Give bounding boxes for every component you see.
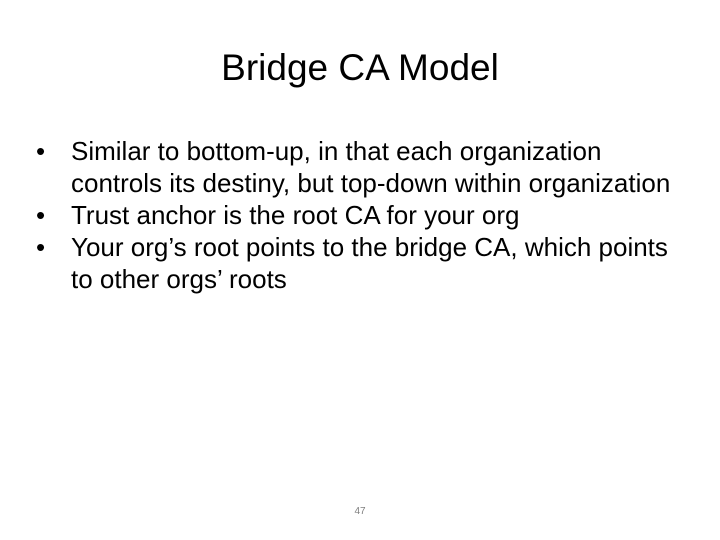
- bullet-item: [36, 199, 686, 231]
- bullet-list: [36, 135, 686, 295]
- bullet-text: Your org’s root points to the bridge CA, which points to other orgs’ roots: [71, 232, 668, 294]
- bullet-item: [36, 135, 686, 199]
- bullet-marker: •: [36, 232, 46, 262]
- slide-title: Bridge CA Model: [221, 47, 499, 88]
- page-number: 47: [354, 506, 366, 517]
- bullet-marker: •: [36, 200, 46, 230]
- bullet-marker: •: [36, 136, 46, 166]
- bullet-text: Similar to bottom-up, in that each organization controls its destiny, but top-down within organization: [71, 136, 671, 198]
- bullet-text: Trust anchor is the root CA for your org: [71, 200, 520, 230]
- bullet-item: [36, 231, 686, 295]
